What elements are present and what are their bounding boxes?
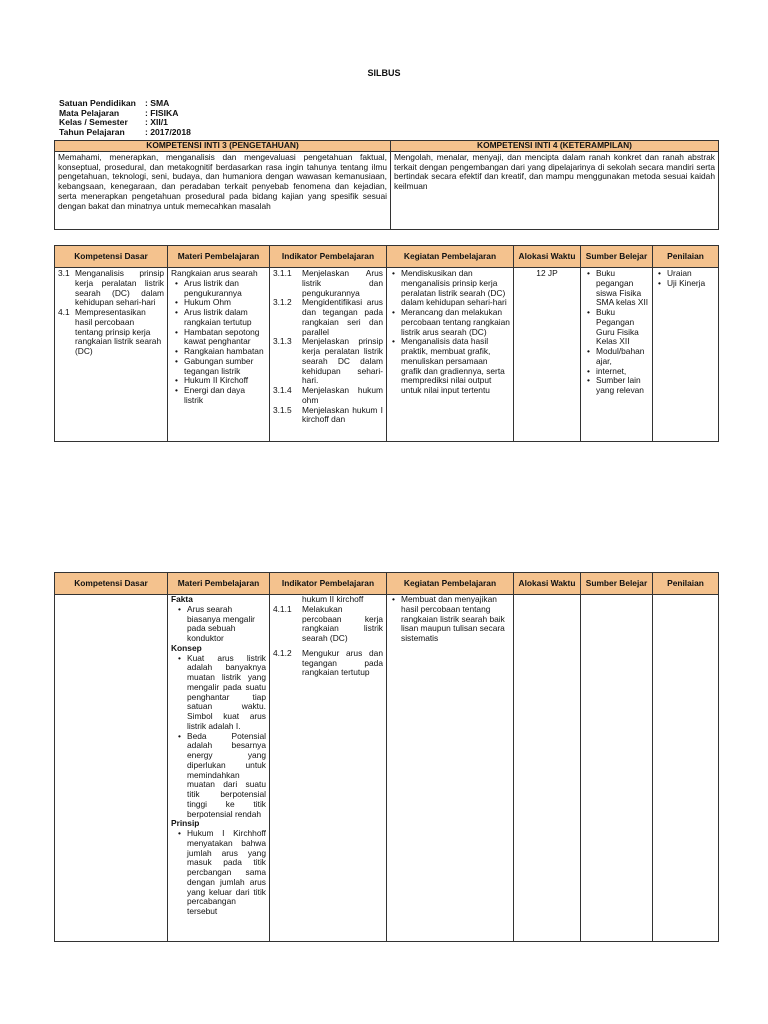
indikator-item: 3.1.4 Menjelaskan hukum ohm [273, 385, 383, 405]
ki4-text: Mengolah, menalar, menyaji, dan mencipta dalam ranah konkret dan ranah abstrak terkait dengan pengembangan dari yang dipelajarinya di sekolah secara mandiri serta bertindak secara efektif dan kreatif, dan mampu menggunakan metoda sesuai kaidah keilmuan [391, 151, 719, 229]
konsep-list [171, 654, 266, 820]
kegiatan-list [390, 269, 510, 396]
list-item: • Arus listrik dan pengukurannya [184, 279, 266, 299]
alokasi-cell [514, 595, 581, 942]
list-item: • Arus searah biasanya mengalir pada sebuah konduktor [187, 605, 266, 644]
list-item: • Gabungan sumber tegangan listrik [184, 357, 266, 377]
meta-label: Satuan Pendidikan [59, 98, 136, 108]
penilaian-list [656, 269, 715, 289]
list-item: • Hukum Ohm [184, 298, 266, 308]
penilaian-cell [653, 595, 719, 942]
header-materi: Materi Pembelajaran [168, 573, 270, 595]
list-item: • Uraian [667, 269, 715, 279]
meta-label: Mata Pelajaran [59, 107, 120, 118]
header-kompetensi-dasar: Kompetensi Dasar [55, 246, 168, 268]
meta-value: : 2017/2018 [145, 126, 191, 137]
alokasi-cell: 12 JP [514, 268, 581, 442]
header-kegiatan: Kegiatan Pembelajaran [387, 573, 514, 595]
meta-label: Kelas / Semester [59, 117, 128, 128]
header-indikator: Indikator Pembelajaran [270, 246, 387, 268]
kegiatan-list [390, 595, 510, 644]
meta-value: : SMA [145, 98, 170, 108]
meta-value: : XII/1 [145, 117, 168, 128]
kompetensi-dasar-cell [55, 595, 168, 942]
ki3-header: KOMPETENSI INTI 3 (PENGETAHUAN) [55, 141, 391, 152]
sumber-list [584, 269, 649, 396]
kompetensi-dasar-cell [55, 268, 168, 442]
indikator-item: 3.1.3 Menjelaskan prinsip kerja peralatan listrik searah DC dalam kehidupan sehari-hari. [273, 336, 383, 386]
header-alokasi: Alokasi Waktu [514, 246, 581, 268]
fakta-label: Fakta [171, 594, 193, 604]
list-item: • Hukum II Kirchoff [184, 376, 266, 386]
list-item: • Kuat arus listrik adalah banyaknya muatan listrik yang mengalir pada suatu penghantar tiap satuan waktu. Simbol kuat arus listrik adalah I. [187, 654, 266, 732]
konsep-label: Konsep [171, 642, 202, 653]
identity-block [59, 99, 191, 137]
materi-cell [168, 268, 270, 442]
materi-title: Rangkaian arus searah [171, 268, 258, 278]
indikator-item: 3.1.2 Mengidentifikasi arus dan tegangan pada rangkaian seri dan parallel [273, 297, 383, 337]
list-item: • Uji Kinerja [667, 279, 715, 289]
header-sumber: Sumber Belejar [581, 573, 653, 595]
meta-label: Tahun Pelajaran [59, 126, 125, 137]
indikator-cell [270, 595, 387, 942]
materi-list [171, 279, 266, 406]
indikator-cell [270, 268, 387, 442]
prinsip-label: Prinsip [171, 818, 200, 829]
kegiatan-cell [387, 268, 514, 442]
silabus-table-2 [54, 572, 719, 942]
list-item: • internet, [596, 367, 649, 377]
prinsip-list [171, 829, 266, 917]
document-title: SILBUS [367, 68, 401, 78]
meta-row [59, 128, 191, 138]
list-item: • Hukum I Kirchhoff menyatakan bahwa jumlah arus yang masuk pada titik percbangan sama dengan jumlah arus yang keluar dari titik percabangan tersebut [187, 829, 266, 917]
list-item: • Beda Potensial adalah besarnya energy yang diperlukan untuk memindahkan muatan dari suatu titik berpotensial tinggi ke titik berpotensial rendah [187, 732, 266, 820]
header-kompetensi-dasar: Kompetensi Dasar [55, 573, 168, 595]
list-item: • Membuat dan menyajikan hasil percobaan tentang rangkaian listrik searah baik lisan maupun tulisan secara sistematis [401, 595, 510, 644]
penilaian-cell [653, 268, 719, 442]
list-item: • Arus listrik dalam rangkaian tertutup [184, 308, 266, 328]
ki4-header: KOMPETENSI INTI 4 (KETERAMPILAN) [391, 141, 719, 152]
list-item: • Modul/bahan ajar, [596, 347, 649, 367]
kd-item: 4.1 Mempresentasikan hasil percobaan tentang prinsip kerja rangkaian listrik searah (DC) [58, 307, 162, 356]
ki3-text: Memahami, menerapkan, menganalisis dan mengevaluasi pengetahuan faktual, konseptual, prosedural, dan metakognitif berdasarkan rasa ingin tahunya tentang ilmu pengetahuan, teknologi, seni, budaya, dan humaniora dengan wawasan kemanusiaan, kebangsaan, kenegaraan, dan peradaban terkait penyebab fenomena dan kejadian, serta menerapkan pengetahuan prosedural pada bidang kajian yang spesifik sesuai dengan bakat dan minatnya untuk memecahkan masalah [55, 151, 391, 229]
indikator-continuation: hukum II kirchoff [302, 594, 364, 604]
list-item: • Mendiskusikan dan menganalisis prinsip kerja peralatan listrik searah (DC) dalam kehidupan sehari-hari [401, 269, 510, 308]
header-kegiatan: Kegiatan Pembelajaran [387, 246, 514, 268]
meta-value: : FISIKA [145, 107, 179, 118]
list-item: • Hambatan sepotong kawat penghantar [184, 328, 266, 348]
list-item: • Rangkaian hambatan [184, 347, 266, 357]
list-item: • Energi dan daya listrik [184, 386, 266, 406]
kd-item: 3.1 Menganalisis prinsip kerja peralatan listrik searah (DC) dalam kehidupan sehari-hari [58, 268, 164, 308]
header-penilaian: Penilaian [653, 246, 719, 268]
kegiatan-cell [387, 595, 514, 942]
header-penilaian: Penilaian [653, 573, 719, 595]
list-item: • Menganalisis data hasil praktik, membuat grafik, menuliskan persamaan grafik dan gradiennya, serta memprediksi nilai output untuk nilai input tertentu [401, 337, 510, 396]
indikator-item: 4.1.2 Mengukur arus dan tegangan pada rangkaian tertutup [273, 647, 383, 678]
silabus-table-1 [54, 245, 719, 442]
indikator-item: 4.1.1 Melakukan percobaan kerja rangkaian listrik searah (DC) [273, 603, 383, 643]
indikator-item: 3.1.5 Menjelaskan hukum I kirchoff dan [273, 404, 383, 425]
header-indikator: Indikator Pembelajaran [270, 573, 387, 595]
list-item: • Sumber lain yang relevan [596, 376, 649, 396]
header-sumber: Sumber Belejar [581, 246, 653, 268]
kompetensi-inti-table [54, 140, 719, 230]
fakta-list [171, 605, 266, 644]
list-item: • Buku pegangan siswa Fisika SMA kelas XII [596, 269, 649, 308]
list-item: • Merancang dan melakukan percobaan tentang rangkaian listrik arus searah (DC) [401, 308, 510, 337]
sumber-cell [581, 595, 653, 942]
header-materi: Materi Pembelajaran [168, 246, 270, 268]
list-item: • Buku Pegangan Guru Fisika Kelas XII [596, 308, 649, 347]
sumber-cell [581, 268, 653, 442]
indikator-item: 3.1.1 Menjelaskan Arus listrik dan pengukurannya [273, 268, 383, 298]
materi-cell [168, 595, 270, 942]
header-alokasi: Alokasi Waktu [514, 573, 581, 595]
